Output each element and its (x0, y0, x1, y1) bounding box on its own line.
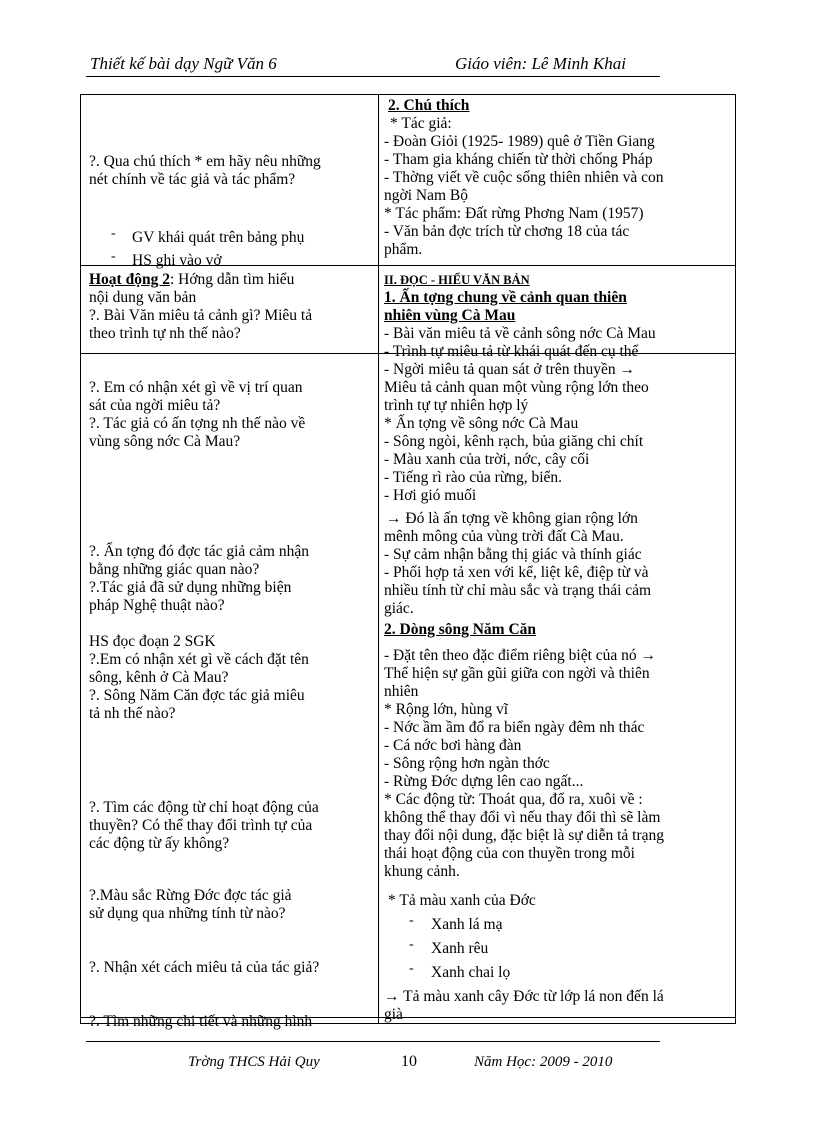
left-text: ?. Tìm các động từ chỉ hoạt động của (89, 799, 319, 816)
right-text: - Đặt tên theo đặc điểm riêng biệt của nó → (384, 647, 657, 664)
activity-label: Hoạt động 2 (89, 271, 170, 288)
lesson-table (80, 94, 736, 1030)
right-text: - Văn bản đợc trích từ chơng 18 của tác (384, 223, 630, 240)
activity-title: : Hớng dẫn tìm hiểu (169, 271, 295, 288)
left-text: ?. Tìm những chi tiết và những hình (89, 1013, 313, 1030)
header-right: Giáo viên: Lê Minh Khai (455, 54, 626, 73)
header-left: Thiết kế bài dạy Ngữ Văn 6 (90, 54, 277, 73)
right-text: không thể thay đổi vì nếu thay đổi thì sẽ làm (384, 809, 661, 826)
subsection-heading: nhiên vùng Cà Mau (384, 307, 516, 324)
right-text: * Các động từ: Thoát qua, đổ ra, xuôi về : (384, 791, 643, 808)
right-text: * Tác phẩm: Đất rừng Phơng Nam (1957) (384, 205, 644, 222)
left-text: pháp Nghệ thuật nào? (89, 597, 225, 614)
right-text: - Tham gia kháng chiến từ thời chống Pháp (384, 151, 653, 168)
right-text: - Sông rộng hơn ngàn thớc (384, 755, 550, 772)
right-text: thay đổi nội dung, đặc biệt là sự diễn tả trạng (384, 827, 665, 844)
left-text: thuyền? Có thể thay đổi trình tự của (89, 817, 313, 834)
right-text: - Bài văn miêu tả về cảnh sông nớc Cà Mau (384, 325, 656, 342)
right-text: nhiều tính từ chỉ màu sắc và trạng thái cảm (384, 582, 652, 599)
right-text: ngời Nam Bộ (384, 187, 468, 204)
left-text: nét chính về tác giả và tác phẩm? (89, 171, 296, 188)
left-text: tả nh thế nào? (89, 705, 176, 722)
right-text: - Ngời miêu tả quan sát ở trên thuyền → (384, 361, 635, 378)
left-text: các động từ ấy không? (89, 835, 230, 852)
right-text: → Tả màu xanh cây Đớc từ lớp lá non đến lá (384, 988, 664, 1005)
footer-divider (86, 1041, 660, 1042)
right-text: - Tiếng rì rào của rừng, biển. (384, 469, 563, 486)
right-text: - Phối hợp tả xen với kể, liệt kê, điệp từ và (384, 564, 649, 581)
section-heading: II. ĐỌC - HIỂU VĂN BẢN (384, 273, 530, 287)
right-text: Xanh rêu (431, 940, 489, 957)
right-text: giác. (384, 600, 414, 617)
bullet-dash: - (111, 226, 116, 241)
right-text: già (384, 1006, 403, 1023)
right-text: trình tự tự nhiên hợp lý (384, 397, 529, 414)
header-divider (86, 76, 660, 77)
footer-school: Trờng THCS Hải Quy (188, 1054, 320, 1070)
left-text: sử dụng qua những tính từ nào? (89, 905, 286, 922)
left-text: GV khái quát trên bảng phụ (132, 229, 305, 246)
subsection-heading: 2. Dòng sông Năm Căn (384, 621, 537, 638)
bullet-dash: - (409, 961, 414, 976)
bullet-dash: - (409, 937, 414, 952)
right-text: thái hoạt động của con thuyền trong mỗi (384, 845, 635, 862)
right-text: - Hơi gió muối (384, 487, 477, 504)
left-text: ?. Em có nhận xét gì về vị trí quan (89, 379, 303, 396)
right-text: - Cá nớc bơi hàng đàn (384, 737, 522, 754)
right-text: Miêu tả cảnh quan một vùng rộng lớn theo (384, 379, 649, 396)
right-text: - Đoàn Giỏi (1925- 1989) quê ở Tiền Giang (384, 133, 655, 150)
left-text: ?. Qua chú thích * em hãy nêu những (89, 153, 321, 170)
right-text: * Rộng lớn, hùng vĩ (384, 701, 509, 718)
bullet-dash: - (409, 913, 414, 928)
left-text: ?. Sông Năm Căn đợc tác giả miêu (89, 687, 305, 704)
left-text: ?. Ấn tợng đó đợc tác giả cảm nhận (89, 543, 309, 560)
right-text: * Tả màu xanh của Đớc (388, 892, 536, 909)
left-text: sát của ngời miêu tả? (89, 397, 221, 414)
bullet-dash: - (111, 249, 116, 264)
left-text: ?.Màu sắc Rừng Đớc đợc tác giả (89, 887, 292, 904)
left-text: ?.Tác giả đã sử dụng những biện (89, 579, 292, 596)
right-text: khung cảnh. (384, 863, 460, 880)
left-text: HS ghi vào vở (132, 252, 222, 269)
section-heading: 2. Chú thích (388, 97, 470, 114)
left-text: HS đọc đoạn 2 SGK (89, 633, 216, 650)
activity-heading (89, 271, 294, 289)
right-text: - Sông ngòi, kênh rạch, bủa giăng chi chít (384, 433, 644, 450)
right-text: - Rừng Đớc dựng lên cao ngất... (384, 773, 584, 790)
right-text: phẩm. (384, 241, 423, 258)
right-text: - Trình tự miêu tả từ khái quát đến cụ thể (384, 343, 639, 360)
page-number: 10 (401, 1053, 417, 1070)
left-text: vùng sông nớc Cà Mau? (89, 433, 241, 450)
left-text: sông, kênh ở Cà Mau? (89, 669, 229, 686)
right-text: - Thờng viết về cuộc sống thiên nhiên và con (384, 169, 664, 186)
left-text: bằng những giác quan nào? (89, 561, 260, 578)
column-divider (378, 95, 379, 1023)
right-text: → Đó là ấn tợng về không gian rộng lớn (386, 510, 638, 527)
right-text: * Ấn tợng về sông nớc Cà Mau (384, 415, 579, 432)
left-text: ?. Nhận xét cách miêu tả của tác giả? (89, 959, 320, 976)
left-text: ?. Tác giả có ấn tợng nh thế nào về (89, 415, 306, 432)
right-text: Thể hiện sự gần gũi giữa con ngời và thiên (384, 665, 650, 682)
footer-year: Năm Học: 2009 - 2010 (474, 1054, 613, 1070)
right-text: - Màu xanh của trời, nớc, cây cối (384, 451, 590, 468)
right-text: - Nớc ầm ầm đổ ra biển ngày đêm nh thác (384, 719, 645, 736)
right-text: * Tác giả: (390, 115, 452, 132)
left-text: ?.Em có nhận xét gì về cách đặt tên (89, 651, 309, 668)
right-text: mênh mông của vùng trời đất Cà Mau. (384, 528, 624, 545)
left-text: theo trình tự nh thế nào? (89, 325, 241, 342)
right-text: nhiên (384, 683, 419, 700)
subsection-heading: 1. Ấn tợng chung về cảnh quan thiên (384, 289, 627, 306)
left-text: ?. Bài Văn miêu tả cảnh gì? Miêu tả (89, 307, 313, 324)
left-text: nội dung văn bản (89, 289, 197, 306)
right-text: Xanh chai lọ (431, 964, 511, 981)
right-text: - Sự cảm nhận bằng thị giác và thính giác (384, 546, 642, 563)
right-text: Xanh lá mạ (431, 916, 503, 933)
